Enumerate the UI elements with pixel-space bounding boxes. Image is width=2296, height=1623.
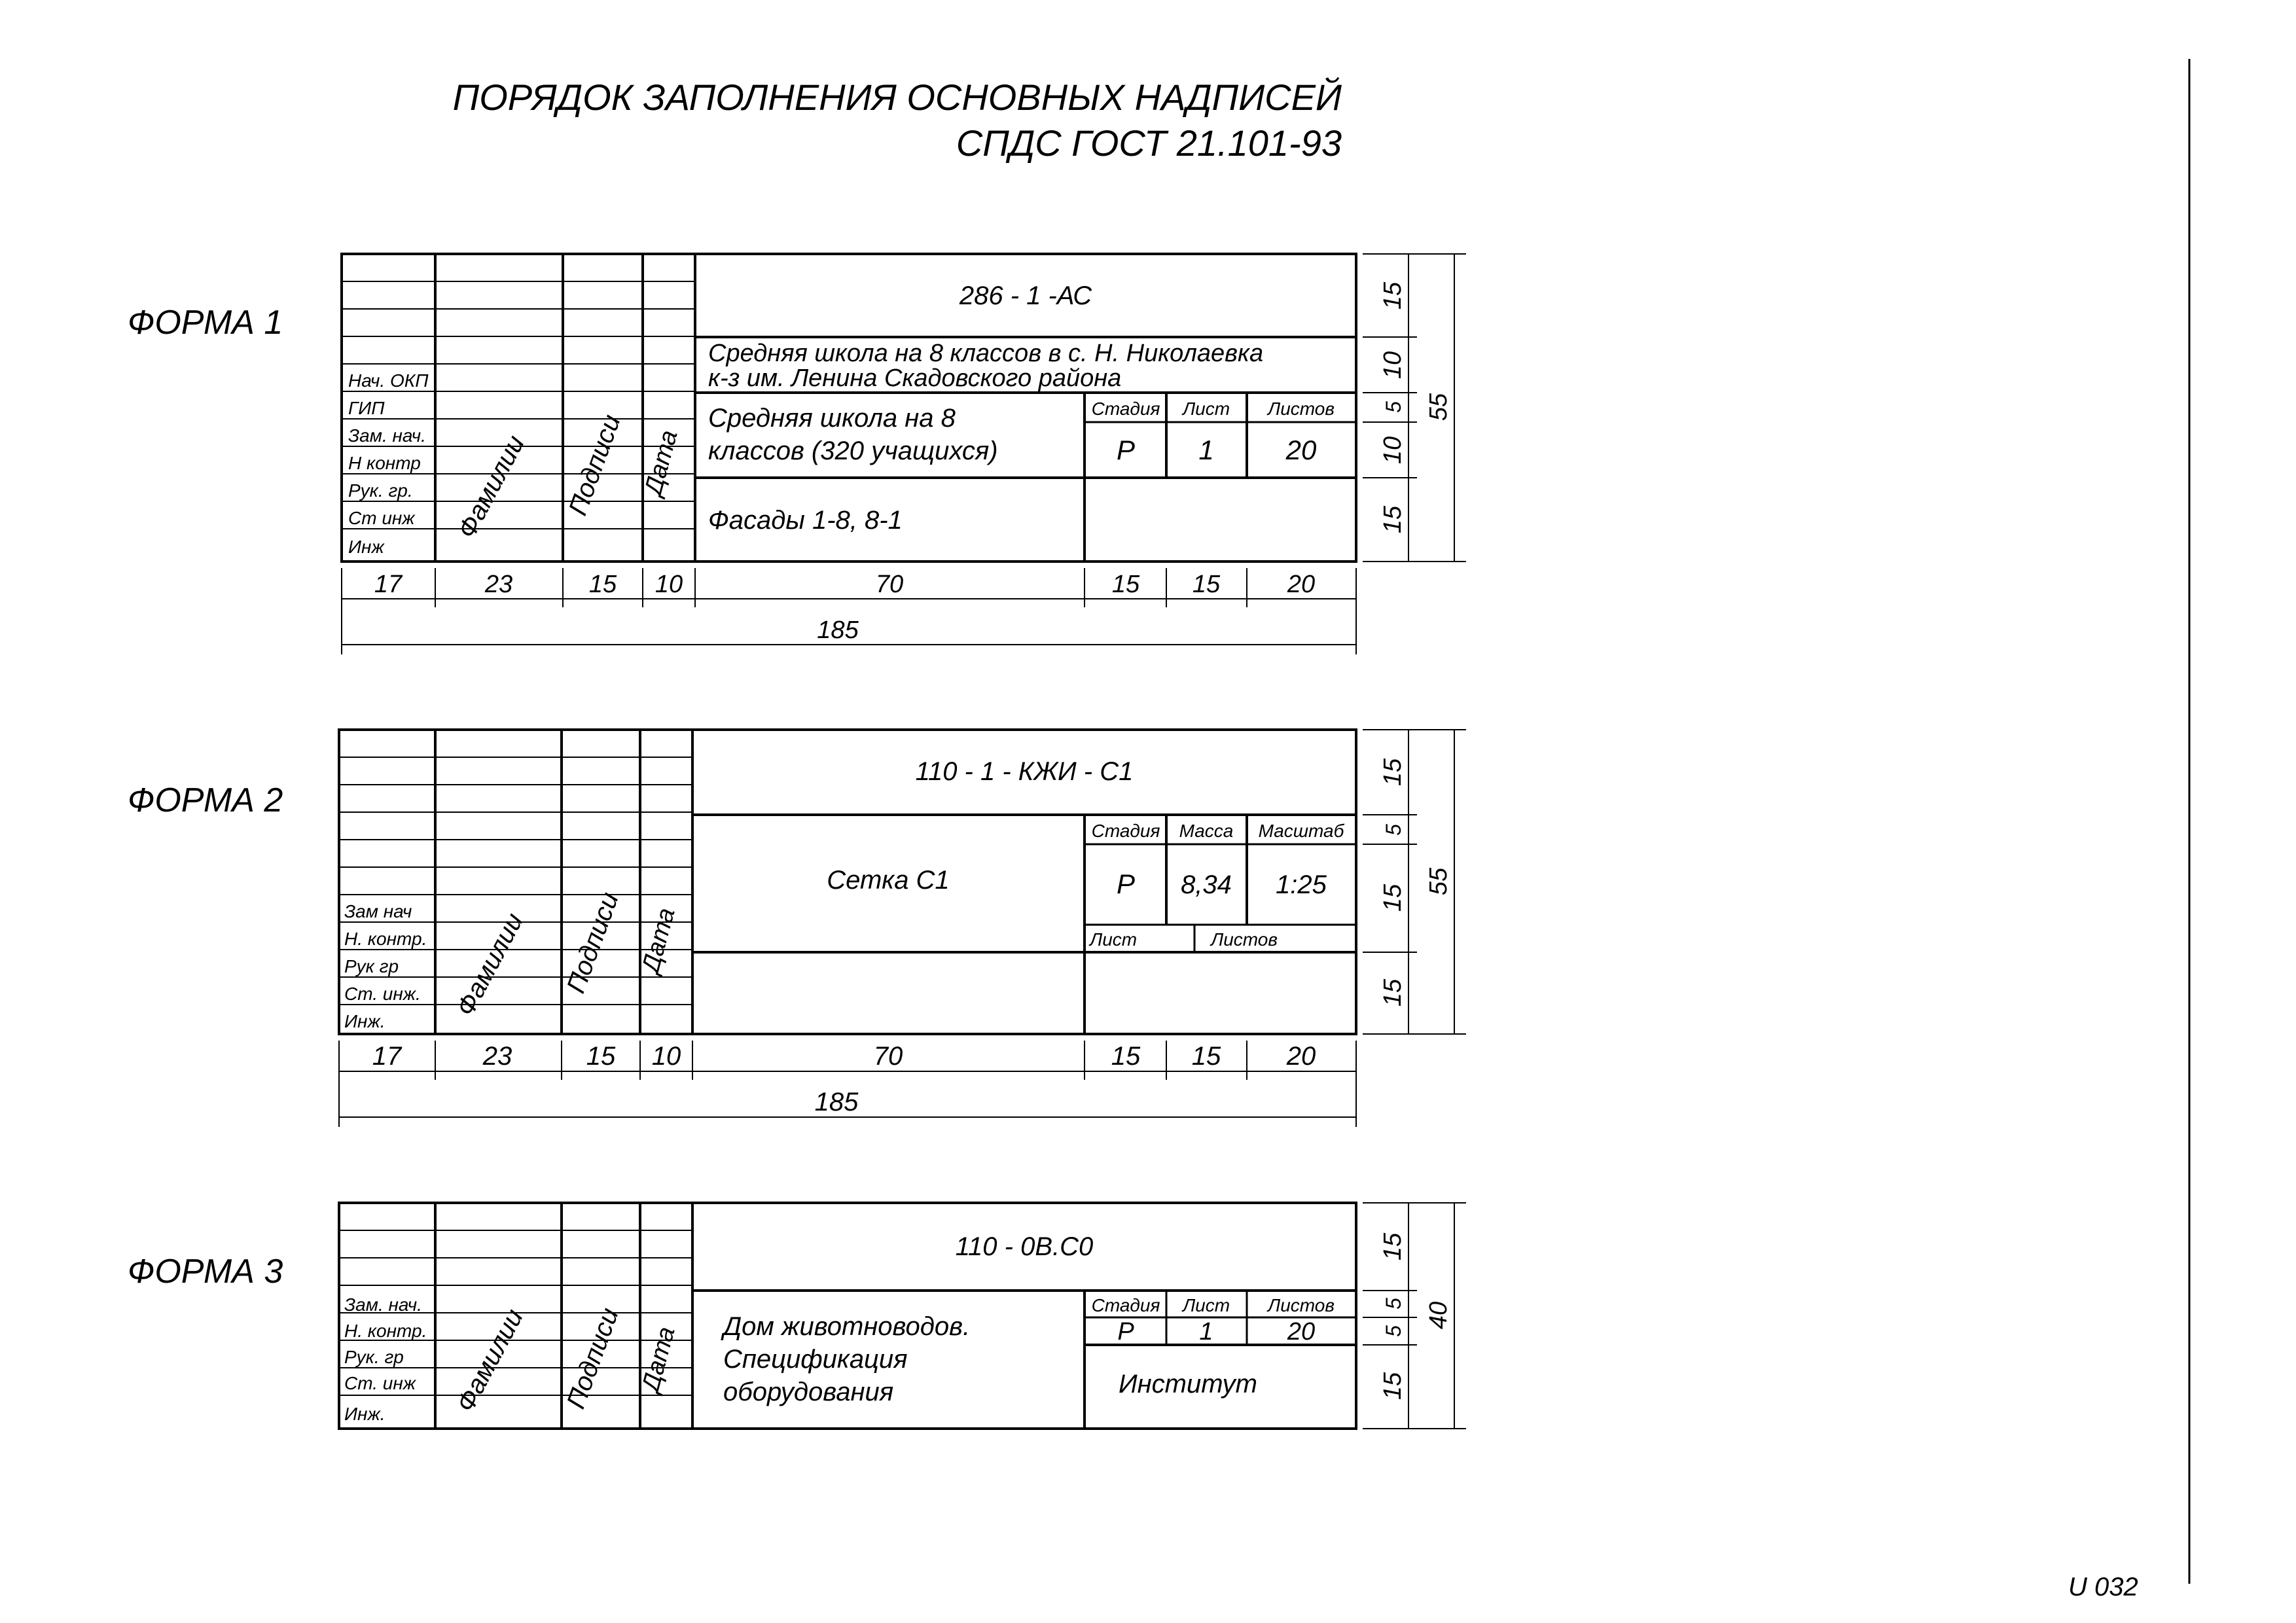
form-2-height-dim: 5 — [1382, 824, 1405, 836]
form-2-width-dim: 10 — [651, 1042, 681, 1071]
form-1-width-dim: 15 — [588, 571, 617, 598]
signature-header: Подписи — [561, 888, 624, 997]
form-3-height-dim: 5 — [1382, 1325, 1405, 1337]
form-2-width-dim: 15 — [1191, 1042, 1221, 1071]
form-1-role: Ст инж — [348, 508, 415, 528]
form-2-scale: 1:25 — [1276, 870, 1327, 899]
form-3-title-line2: Спецификация — [723, 1345, 908, 1374]
form-3-stage-header: Стадия — [1091, 1295, 1160, 1315]
page-title: ПОРЯДОК ЗАПОЛНЕНИЯ ОСНОВНЫХ НАДПИСЕЙ — [452, 77, 1342, 118]
form-3 — [128, 1203, 1466, 1429]
form-3-role: Ст. инж — [344, 1373, 416, 1393]
form-1-width-dim: 20 — [1287, 571, 1316, 598]
form-1-building-line1: Средняя школа на 8 — [708, 404, 956, 433]
form-3-stage: Р — [1117, 1318, 1134, 1346]
form-2-role: Н. контр. — [344, 929, 427, 949]
form-3-height-dim: 5 — [1382, 1298, 1405, 1310]
form-1-height-dim: 15 — [1379, 281, 1407, 310]
form-2-width-dim: 23 — [482, 1042, 512, 1071]
form-1-width-dim: 10 — [655, 571, 683, 598]
form-3-sheet: 1 — [1199, 1318, 1213, 1346]
form-3-institute: Институт — [1119, 1370, 1257, 1399]
form-2-role: Инж. — [344, 1011, 386, 1031]
form-1-width-total: 185 — [817, 616, 859, 644]
form-3-height-total: 40 — [1425, 1301, 1452, 1330]
date-header: Дата — [639, 427, 683, 498]
form-1-sheets-header: Листов — [1268, 399, 1335, 419]
form-2-width-dim: 20 — [1286, 1042, 1316, 1071]
form-2-role: Рук гр — [344, 956, 399, 976]
form-2-mass: 8,34 — [1181, 870, 1232, 899]
form-2 — [128, 730, 1466, 1127]
page-mark: U 032 — [2068, 1573, 2138, 1601]
form-1-stage-header: Стадия — [1091, 399, 1160, 419]
form-1-sheet-title: Фасады 1-8, 8-1 — [708, 506, 903, 535]
form-2-stage: Р — [1116, 868, 1136, 899]
form-1 — [128, 254, 1466, 654]
form-1-width-dim: 23 — [484, 571, 513, 598]
surname-header: Фамилии — [451, 1304, 529, 1417]
form-1-role: Нач. ОКП — [348, 370, 429, 391]
form-1-stage: Р — [1116, 435, 1136, 465]
form-2-width-total: 185 — [814, 1088, 859, 1116]
form-1-height-dim: 5 — [1382, 401, 1405, 413]
signature-header: Подписи — [563, 410, 626, 520]
form-2-sheet-header: Лист — [1090, 929, 1138, 950]
form-1-code: 286 - 1 -АС — [959, 281, 1092, 310]
form-2-height-dim: 15 — [1379, 758, 1407, 787]
form-3-code: 110 - 0В.С0 — [955, 1232, 1094, 1261]
form-3-title-line1: Дом животноводов. — [723, 1312, 971, 1341]
form-2-height-dim: 15 — [1379, 978, 1407, 1007]
form-1-height-dim: 15 — [1379, 505, 1407, 534]
page-subtitle: СПДС ГОСТ 21.101-93 — [956, 122, 1342, 164]
surname-header: Фамилии — [452, 431, 531, 543]
form-1-building-line2: классов (320 учащихся) — [708, 437, 998, 465]
form-2-width-dim: 70 — [873, 1042, 903, 1071]
form-2-sheets-header: Листов — [1211, 929, 1278, 950]
form-1-role: ГИП — [348, 398, 385, 418]
form-2-stage-header: Стадия — [1091, 821, 1160, 841]
form-1-width-dim: 15 — [1111, 571, 1140, 598]
form-1-role: Зам. нач. — [348, 425, 426, 446]
form-2-width-dim: 15 — [1111, 1042, 1141, 1071]
form-1-role: Н контр — [348, 453, 421, 473]
surname-header: Фамилии — [451, 908, 529, 1021]
form-1-height-total: 55 — [1425, 393, 1452, 421]
form-3-sheet-header: Лист — [1182, 1295, 1230, 1315]
date-header: Дата — [637, 1324, 681, 1395]
date-header: Дата — [637, 905, 681, 976]
form-2-sheet-title: Сетка С1 — [827, 866, 950, 895]
form-1-sheet: 1 — [1198, 435, 1214, 465]
form-2-scale-header: Масштаб — [1258, 821, 1344, 841]
form-2-label: ФОРМА 2 — [128, 781, 283, 819]
form-1-label: ФОРМА 1 — [128, 304, 283, 342]
form-3-label: ФОРМА 3 — [128, 1253, 283, 1291]
form-1-object-line2: к-з им. Ленина Скадовского района — [708, 365, 1122, 392]
form-1-role: Рук. гр. — [348, 480, 413, 501]
form-1-role: Инж — [348, 537, 384, 557]
form-1-sheets: 20 — [1285, 435, 1317, 465]
form-1-width-dim: 70 — [875, 571, 904, 598]
form-3-role: Инж. — [344, 1404, 386, 1424]
form-2-height-dim: 15 — [1379, 883, 1407, 912]
form-3-height-dim: 15 — [1379, 1372, 1407, 1400]
form-3-role: Зам. нач. — [344, 1294, 422, 1315]
form-1-height-dim: 10 — [1379, 351, 1407, 380]
form-1-width-dim: 15 — [1192, 571, 1221, 598]
form-2-width-dim: 15 — [586, 1042, 616, 1071]
form-2-height-total: 55 — [1425, 867, 1452, 896]
form-3-role: Рук. гр — [344, 1347, 404, 1367]
form-2-width-dim: 17 — [372, 1042, 402, 1071]
form-3-sheets-header: Листов — [1268, 1295, 1335, 1315]
form-2-code: 110 - 1 - КЖИ - С1 — [915, 757, 1134, 786]
form-3-sheets: 20 — [1287, 1318, 1316, 1346]
form-2-role: Зам нач — [344, 901, 412, 921]
form-1-object-line1: Средняя школа на 8 классов в с. Н. Николаевка — [708, 340, 1264, 367]
form-3-role: Н. контр. — [344, 1321, 427, 1341]
form-1-height-dim: 10 — [1379, 436, 1407, 465]
form-1-sheet-header: Лист — [1182, 399, 1230, 419]
form-3-height-dim: 15 — [1379, 1232, 1407, 1261]
form-1-width-dim: 17 — [374, 571, 403, 598]
form-3-title-line3: оборудования — [723, 1378, 894, 1406]
form-2-mass-header: Масса — [1179, 821, 1234, 841]
form-2-role: Ст. инж. — [344, 984, 421, 1004]
signature-header: Подписи — [561, 1304, 624, 1413]
